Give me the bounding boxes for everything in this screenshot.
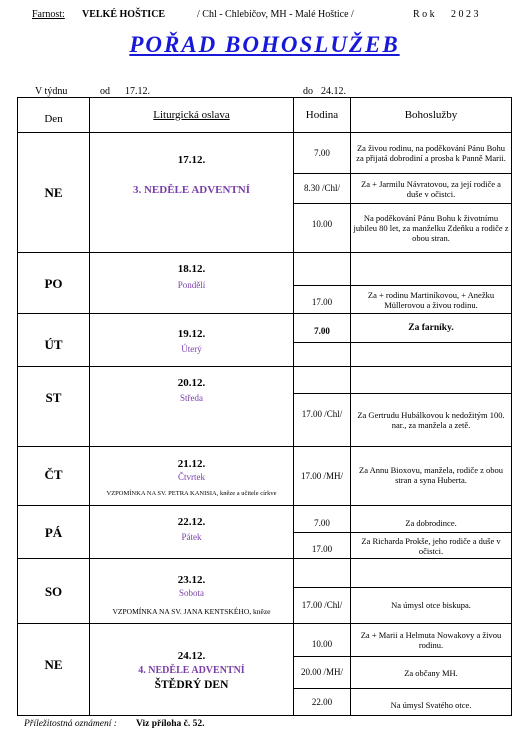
week-from: 17.12. xyxy=(125,86,150,97)
feast-name: 4. NEDĚLE ADVENTNÍ xyxy=(138,664,245,676)
mass-intention: Za Annu Bioxovu, manžela, rodiče z obou stran a syna Huberta. xyxy=(359,465,503,485)
mass-intention: Na poděkování Pánu Bohu k životnímu jubileu 80 let, za manželku Zdeňku a rodiče z obou stran. xyxy=(353,213,509,243)
mass-time: 17.00 /MH/ xyxy=(300,470,343,481)
mass-time: 7.00 xyxy=(314,147,330,158)
parish-name: VELKÉ HOŠTICE xyxy=(82,9,166,20)
footer-value: Viz příloha č. 52. xyxy=(136,719,205,729)
year-value: 2 0 2 3 xyxy=(451,9,479,20)
mass-time: 17.00 /Chl/ xyxy=(301,599,343,610)
mass-intention: Za živou rodinu, na poděkování Pánu Bohu za přijatá dobrodiní a prosba k Panně Marii. xyxy=(356,143,506,163)
footer-label: Příležitostná oznámení : xyxy=(24,719,117,729)
col-header-liturgy: Liturgická oslava xyxy=(153,108,230,121)
day-name: ÚT xyxy=(44,336,63,352)
day-date: 18.12. xyxy=(177,262,206,275)
year-label: R o k xyxy=(413,9,435,20)
mass-intention: Za dobrodince. xyxy=(405,518,457,528)
parish-label: Farnost: xyxy=(32,9,65,20)
mass-time: 10.00 xyxy=(311,218,333,229)
day-date: 17.12. xyxy=(177,153,206,166)
mass-intention: Za + rodinu Martiníkovou, + Anežku Müllerovou a živou rodinu. xyxy=(367,289,495,310)
day-weekday: Sobota xyxy=(178,588,204,598)
mass-time: 8.30 /Chl/ xyxy=(303,183,340,193)
col-header-service: Bohoslužby xyxy=(404,108,458,121)
mass-intention: Za + Marii a Helmuta Nowakovy a živou rodinu. xyxy=(360,630,502,650)
mass-time: 17.00 xyxy=(311,297,333,307)
day-weekday: Středa xyxy=(180,392,203,403)
day-name: SO xyxy=(44,583,63,599)
day-name: PO xyxy=(44,275,63,291)
mass-time: 22.00 xyxy=(311,696,333,707)
day-date: 22.12. xyxy=(177,515,206,528)
week-label: V týdnu xyxy=(35,86,68,97)
feast-subtitle: ŠTĚDRÝ DEN xyxy=(154,678,229,691)
mass-intention: Za + Jarmilu Návratovou, za její rodiče a duše v očistci. xyxy=(361,178,501,199)
week-to-label: do xyxy=(303,86,313,97)
day-date: 23.12. xyxy=(177,573,206,586)
mass-intention: Na úmysl Svatého otce. xyxy=(390,699,472,710)
mass-time: 20.00 /MH/ xyxy=(300,667,343,677)
mass-intention: Na úmysl otce biskupa. xyxy=(391,600,471,610)
day-weekday: Čtvrtek xyxy=(178,472,205,482)
day-date: 20.12. xyxy=(177,376,206,389)
day-name: PÁ xyxy=(44,524,63,540)
day-name: ST xyxy=(45,389,62,405)
day-name: ČT xyxy=(44,466,63,482)
mass-intention: Za občany MH. xyxy=(404,667,458,678)
day-name: NE xyxy=(44,656,63,672)
places-legend: / Chl - Chlebičov, MH - Malé Hoštice / xyxy=(197,9,354,20)
day-date: 21.12. xyxy=(177,457,206,470)
mass-time: 17.00 /Chl/ xyxy=(301,408,343,419)
mass-intention: Za Richarda Prokše, jeho rodiče a duše v očistci. xyxy=(361,535,501,556)
day-weekday: Pátek xyxy=(181,531,202,542)
week-to: 24.12. xyxy=(321,86,346,97)
day-weekday: Úterý xyxy=(181,343,202,354)
week-from-label: od xyxy=(100,86,110,97)
col-header-day: Den xyxy=(44,112,63,125)
day-date: 19.12. xyxy=(177,327,206,340)
day-note: VZPOMÍNKA NA SV. PETRA KANISIA, kněze a učitele církve xyxy=(106,490,277,497)
mass-time: 17.00 xyxy=(311,543,333,554)
mass-time: 7.00 xyxy=(314,517,330,528)
mass-intention: Za farníky. xyxy=(408,323,454,333)
col-header-hour: Hodina xyxy=(305,108,339,121)
mass-intention: Za Gertrudu Hubálkovou k nedožitým 100. nar., za manžela a zetě. xyxy=(357,410,505,430)
day-note: VZPOMÍNKA NA SV. JANA KENTSKÉHO, kněze xyxy=(112,606,271,616)
day-name: NE xyxy=(44,185,63,200)
mass-time: 10.00 xyxy=(311,638,333,649)
feast-name: 3. NEDĚLE ADVENTNÍ xyxy=(132,183,251,196)
day-weekday: Pondělí xyxy=(177,279,206,290)
mass-time: 7.00 xyxy=(314,325,330,336)
page-title: POŘAD BOHOSLUŽEB xyxy=(129,32,400,57)
day-date: 24.12. xyxy=(177,649,206,662)
